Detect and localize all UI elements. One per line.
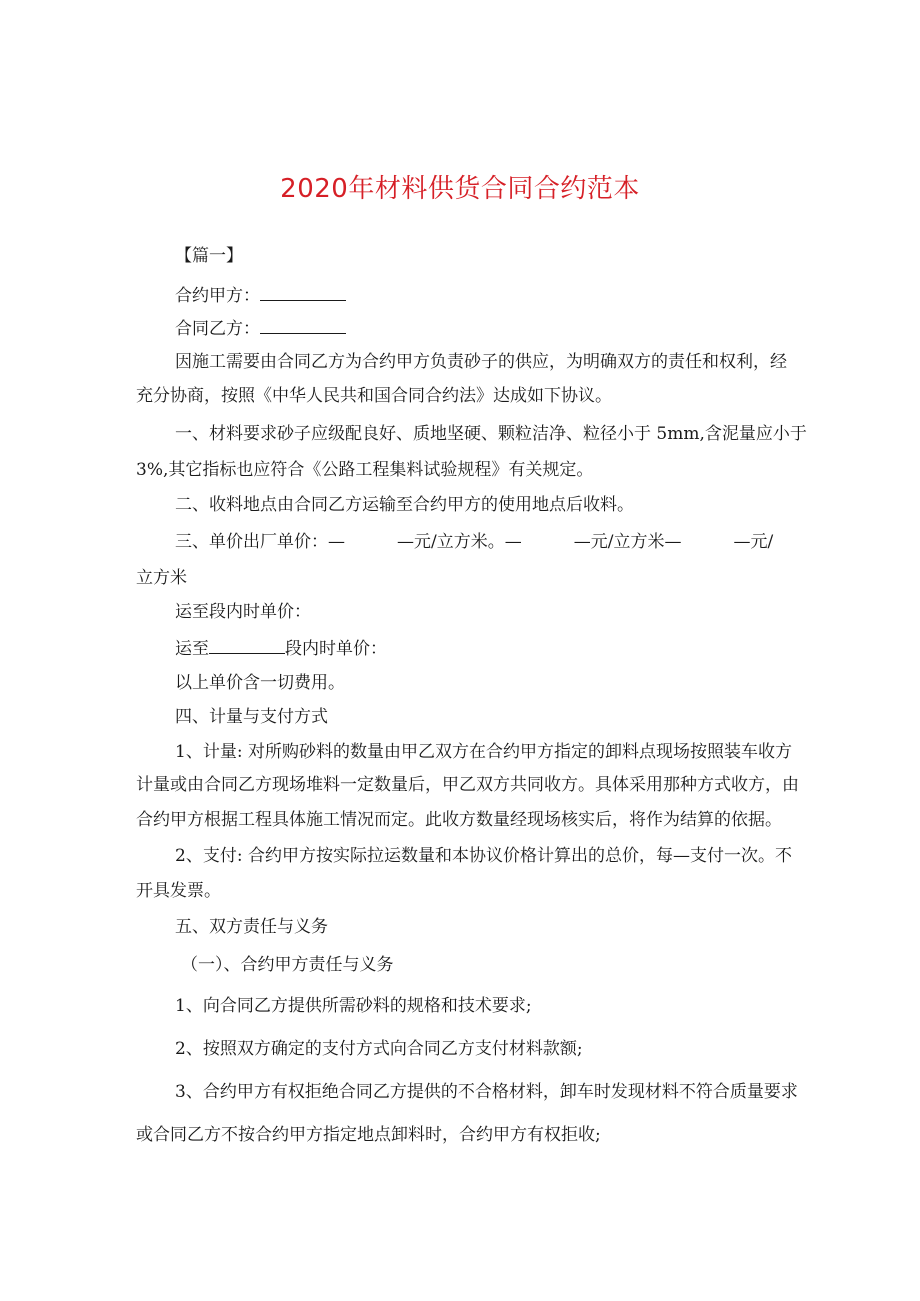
clause3-line	[175, 532, 773, 552]
transport-blank	[209, 637, 285, 654]
payment-line-1: 2、支付: 合约甲方按实际拉运数量和本协议价格计算出的总价，每—支付一次。不	[175, 846, 792, 866]
duty-2: 2、按照双方确定的支付方式向合同乙方支付材料款额;	[175, 1039, 583, 1059]
intro-line-2: 充分协商，按照《中华人民共和国合同合约法》达成如下协议。	[136, 386, 612, 406]
measure-line-1: 1、计量: 对所购砂料的数量由甲乙双方在合约甲方指定的卸料点现场按照装车收方	[175, 742, 792, 762]
clause3-part-1: 三、单价出厂单价：—	[175, 532, 345, 552]
transport-price-2-suffix: 段内时单价：	[285, 639, 387, 659]
transport-price-2	[175, 637, 387, 659]
party-b-line	[175, 317, 346, 339]
party-b-blank	[260, 317, 346, 334]
clause3-part-3: —元/立方米—	[573, 532, 682, 552]
clause4-heading: 四、计量与支付方式	[175, 707, 328, 727]
party-a-blank	[260, 284, 346, 301]
measure-line-3: 合约甲方根据工程具体施工情况而定。此收方数量经现场核实后，将作为结算的依据。	[136, 810, 782, 830]
transport-price-2-prefix: 运至	[175, 639, 209, 659]
clause1-line-1: 一、材料要求砂子应级配良好、质地坚硬、颗粒洁净、粒径小于 5mm,含泥量应小于	[175, 424, 807, 444]
duty-3-line-2: 或合同乙方不按合约甲方指定地点卸料时，合约甲方有权拒收;	[136, 1125, 601, 1145]
duty-3-line-1: 3、合约甲方有权拒绝合同乙方提供的不合格材料，卸车时发现材料不符合质量要求	[175, 1082, 798, 1102]
payment-line-2: 开具发票。	[136, 881, 221, 901]
clause3-part-4: —元/	[733, 532, 774, 552]
sub1-heading: （一）、合约甲方责任与义务	[181, 955, 394, 975]
clause1-line-2: 3%,其它指标也应符合《公路工程集料试验规程》有关规定。	[136, 460, 594, 480]
intro-line-1: 因施工需要由合同乙方为合约甲方负责砂子的供应，为明确双方的责任和权利，经	[175, 352, 787, 372]
section-heading: 【篇一】	[175, 246, 243, 266]
measure-line-2: 计量或由合同乙方现场堆料一定数量后，甲乙双方共同收方。具体采用那种方式收方，由	[136, 775, 799, 795]
duty-1: 1、向合同乙方提供所需砂料的规格和技术要求;	[175, 996, 532, 1016]
transport-price-1: 运至段内时单价：	[175, 602, 311, 622]
clause3-cont: 立方米	[136, 568, 187, 588]
party-a-line	[175, 284, 346, 306]
clause5-heading: 五、双方责任与义务	[175, 917, 328, 937]
party-a-label: 合约甲方：	[175, 286, 260, 306]
clause2-line: 二、收料地点由合同乙方运输至合约甲方的使用地点后收料。	[175, 495, 634, 515]
all-inclusive-note: 以上单价含一切费用。	[175, 673, 345, 693]
document-title: 2020年材料供货合同合约范本	[280, 174, 640, 204]
clause3-part-2: —元/立方米。—	[397, 532, 522, 552]
party-b-label: 合同乙方：	[175, 319, 260, 339]
